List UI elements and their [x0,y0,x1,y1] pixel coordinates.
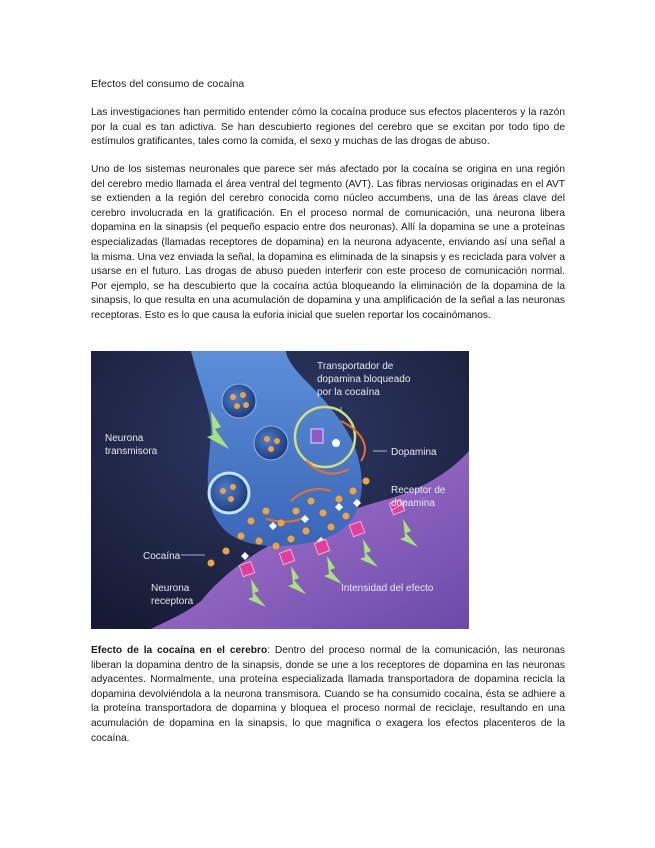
label-transporter-line3: por la cocaína [317,387,380,398]
vesicle [222,384,256,418]
vesicle [254,426,288,460]
cocaine-molecule [332,439,340,447]
figure-caption [91,644,565,746]
label-receptor-line1: Receptor de [391,485,446,496]
paragraph-intro: Las investigaciones han permitido entender cómo la cocaína produce sus efectos placenteros y la razón por la cual es tan adictiva. Se han descubierto regiones del cerebro que se excitan por todo tipo de estímulos gratificantes, tales como la comida, el sexo y muchas de las drogas de abuso. [91,107,565,148]
label-receptor-line2: dopamina [391,498,435,509]
document-title: Efectos del consumo de cocaína [91,78,245,90]
synapse-diagram [91,351,469,629]
label-transmitting-line1: Neurona [105,433,144,444]
label-cocaine: Cocaína [143,551,181,562]
blocked-transporter [311,429,323,443]
label-intensity: Intensidad del efecto [341,583,434,594]
synapse-illustration [91,351,469,629]
label-transporter-line1: Transportador de [317,361,394,372]
caption-label: Efecto de la cocaína en el cerebro [91,645,268,656]
label-transporter-line2: dopamina bloqueado [317,374,411,385]
label-receiving-line2: receptora [151,596,194,607]
paragraph-mechanism: Uno de los sistemas neuronales que parece ser más afectado por la cocaína se origina en una región del cerebro medio llamada el área ventral del tegmento (AVT). Las fibras nerviosas originadas en el AVT se extienden a la región del cerebro conocida como núcleo accumbens, una de las áreas clave del cerebro involucrada en la gratificación. En el proceso normal de comunicación, una neurona libera dopamina en la sinapsis (el pequeño espacio entre dos neuronas). Allí la dopamina se une a proteínas especializadas (llamadas receptores de dopamina) en la neurona adyacente, enviando así una señal a la misma. Una vez enviada la señal, la dopamina es eliminada de la sinapsis y es reciclada para volver a usarse en el futuro. Las drogas de abuso pueden interferir con este proceso de comunicación normal. Por ejemplo, se ha descubierto que la cocaína actúa bloqueando la eliminación de la dopamina de la sinapsis, lo que resulta en una acumulación de dopamina y una amplificación de la señal a las neuronas receptoras. Esto es lo que causa la euforia inicial que suelen reportar los cocainómanos. [91,164,565,321]
label-transmitting-line2: transmisora [105,446,158,457]
vesicle-releasing [209,473,249,513]
label-dopamine: Dopamina [391,447,437,458]
caption-text: : Dentro del proceso normal de la comunicación, las neuronas liberan la dopamina dentro de la sinapsis, donde se une a los receptores de dopamina en las neuronas adyacentes. Normalmente, una proteína especializada llamada transportadora de dopamina recicla la dopamina devolviéndola a la neurona transmisora. Cuando se ha consumido cocaína, ésta se adhiere a la proteína transportadora de dopamina y bloquea el proceso normal de reciclaje, resultando en una acumulación de dopamina en la sinapsis, lo que magnifica o exagera los efectos placenteros de la cocaína. [91,645,565,744]
label-receiving-line1: Neurona [151,583,190,594]
